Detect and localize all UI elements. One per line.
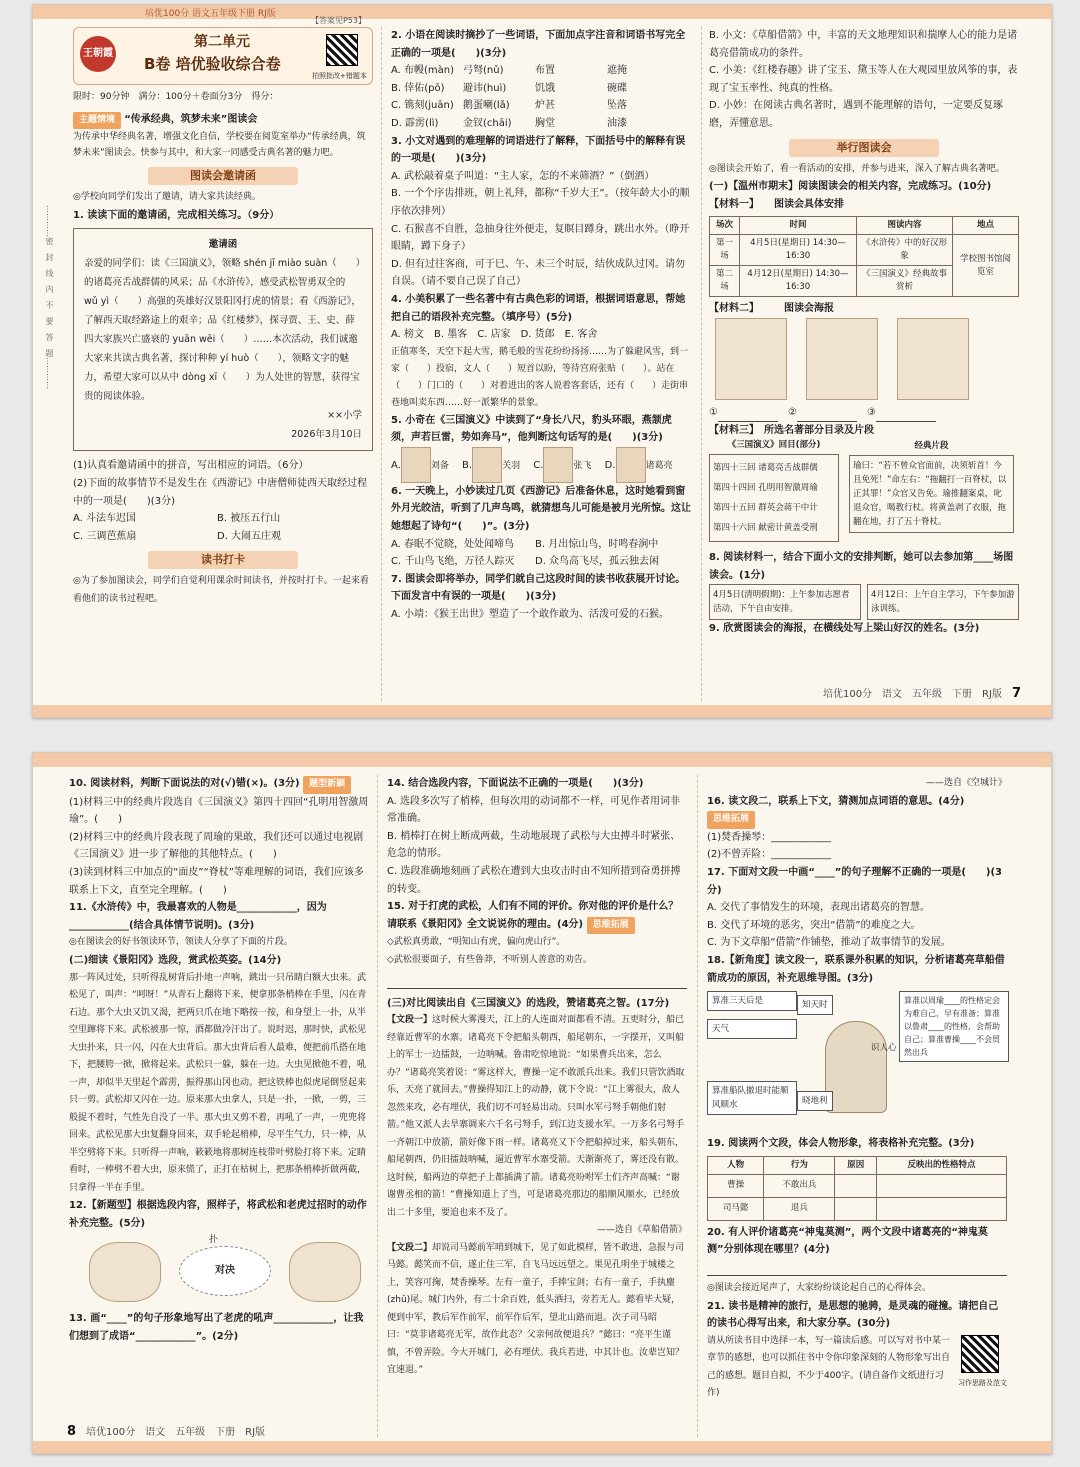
zhuge-liang-figure	[825, 1021, 887, 1113]
q14-option-b[interactable]: B. 梢棒打在树上断成两截，生动地展现了武松与大虫搏斗时紧张、危急的情形。	[387, 830, 681, 860]
page8-column-3	[707, 775, 1007, 1435]
col-person: 人物	[708, 1156, 764, 1174]
guan-yu-figure	[472, 447, 502, 483]
toc-title: 《三国演义》回目(部分)	[727, 440, 821, 451]
material-2-title: 图读会海报	[784, 303, 834, 315]
q16-text: 16. 读文段二，联系上下文，猜测加点词语的意思。(4分)	[707, 795, 965, 807]
answer-reference: 【答案见P53】	[310, 16, 366, 25]
q2-c-1: C. 镌刻(juān)	[391, 100, 454, 112]
text-1	[387, 1012, 687, 1222]
cell-place: 学校图书馆阅览室	[953, 235, 1019, 297]
question-13: 13. 画“____”的句子形象地写出了老虎的吼声____________，让我们想到了成语“____________”。(2分)	[69, 1313, 364, 1342]
q10-tag: 题型新颖	[303, 776, 351, 794]
invitation-date: 2026年3月10日	[291, 429, 362, 441]
page8-column-2	[387, 775, 687, 1435]
poster-3-number: ③	[866, 406, 876, 418]
question-5: 5. 小奇在《三国演义》中读到了“身长八尺，豹头环眼，燕颔虎须，声若巨雷，势如奔马”，他判断这句话写的是( )(3分)	[391, 414, 672, 444]
q6-c[interactable]: C. 千山鸟飞绝，万径人踪灭	[391, 556, 515, 568]
zhang-fei-figure	[543, 447, 573, 483]
section-invitation: 图读会邀请函	[148, 167, 298, 185]
page7-column-3	[709, 27, 1019, 697]
q21-body-wrap	[707, 1333, 1007, 1403]
q4-word-a: A. 榜文	[391, 329, 425, 341]
col-time: 时间	[739, 217, 856, 235]
toc-item: 第四十六回 献密计黄盖受刑	[713, 523, 818, 534]
q8-schedule	[709, 584, 1019, 620]
part-3-heading: (三)对比阅读出自《三国演义》的选段，赞诸葛亮之智。(17分)	[387, 997, 670, 1009]
cell: 曹操	[708, 1174, 764, 1197]
cell-blank[interactable]	[835, 1174, 877, 1197]
mindmap-box-people: 算准以周瑜____的性格定会为难自己，早有准备；算准以鲁肃____的性格，会帮助自己；算准曹操____不会贸然出兵	[899, 991, 1009, 1062]
q2-d-4: 油漆	[607, 117, 627, 129]
excerpt-text: 瑜曰：“若不曾众官面前，决须斩首！今且免死！”命左右：“拖翻打一百脊杖，以正其罪！”众官又告免。瑜推翻案桌，叱退众官，喝教行杖。将黄盖剥了衣服，拖翻在地，打了五十脊杖。	[849, 455, 1014, 533]
q6-b[interactable]: B. 月出惊山鸟，时鸣春涧中	[535, 538, 659, 550]
col-place: 地点	[953, 217, 1019, 235]
question-10	[69, 775, 369, 794]
wu-song-image	[289, 1242, 361, 1302]
cell: 第二场	[710, 266, 740, 297]
q14-option-c[interactable]: C. 选段准确地刻画了武松在遭到大虫攻击时由不知所措到奋勇拼搏的转变。	[387, 865, 681, 895]
pounce-label: 扑	[209, 1235, 219, 1246]
binding-margin: …………密 封 线 内 不 要 答 题…………	[45, 205, 54, 389]
cell: 《三国演义》经典故事赏析	[857, 266, 953, 297]
text-2-label: 【文段二】	[387, 1242, 433, 1253]
q7-option-c[interactable]: C. 小美：《红楼春趣》讲了宝玉、黛玉等人在大观园里放风筝的事，表现了宝玉率性、纯真的性格。	[709, 65, 1018, 94]
qr-code-icon[interactable]	[961, 1335, 999, 1373]
choice-b[interactable]: B. 被压五行山	[217, 513, 281, 525]
q17-option-b[interactable]: B. 交代了环境的恶劣，突出“借箭”的难度之大。	[707, 919, 921, 931]
page-7	[32, 4, 1052, 718]
column-divider	[381, 27, 382, 701]
invitation-signature: ××小学	[327, 410, 362, 422]
column-divider	[701, 27, 702, 701]
theme-title: “传承经典，筑梦未来”图读会	[124, 113, 258, 125]
poster-3-image	[897, 318, 969, 400]
cell: 司马懿	[708, 1197, 764, 1220]
mindmap-know-people: 识人心	[871, 1043, 897, 1054]
answer-line[interactable]	[876, 411, 936, 422]
q2-b-2: 避讳(huì)	[463, 82, 507, 94]
page-8-header-strip	[33, 753, 1051, 767]
q2-b-3: 饥饿	[535, 82, 555, 94]
cell-blank[interactable]	[835, 1197, 877, 1220]
question-17: 17. 下面对文段一中画“____”的句子理解不正确的一项是( )(3分)	[707, 866, 1003, 896]
table-row	[708, 1197, 1007, 1220]
q4-word-b: B. 墨客	[434, 329, 468, 341]
answer-line[interactable]	[707, 1259, 1007, 1276]
paper-title-box	[73, 16, 373, 85]
choice-a[interactable]: A. 斗法车迟国	[73, 513, 137, 525]
q16-tag: 思维拓展	[707, 811, 755, 829]
exam-meta: 限时：90分钟 满分：100分＋卷面分3分 得分：	[73, 92, 279, 102]
q17-option-a[interactable]: A. 交代了事情发生的环境，表现出诸葛亮的智慧。	[707, 902, 931, 914]
col-trait: 反映出的性格特点	[877, 1156, 1007, 1174]
q21-body: 请从所读书目中选择一本，写一篇读后感。可以写对书中某一章节的感想，也可以抓住书中令你印象深刻的人物形象写出自己的感想。题目自拟，不少于400字。(请自备作文纸进行习作)	[707, 1335, 951, 1399]
q10-item-3: (3)读到材料三中加点的“面皮”“脊杖”等难理解的词语，我们应该多联系上下文，直至完全理解。( )	[69, 866, 364, 896]
question-20: 20. 有人评价诸葛亮“神鬼莫测”，两个文段中诸葛亮的“神鬼莫测”分别体现在哪里？(4分)	[707, 1226, 988, 1256]
page7-column-2	[391, 27, 691, 697]
cell: 不敢出兵	[764, 1174, 835, 1197]
section-note: ◎图读会开始了，看一看活动的安排，并参与进来，深入了解古典名著吧。	[709, 163, 1005, 174]
question-16	[707, 793, 1007, 829]
q14-option-a[interactable]: A. 选段多次写了梢棒，但每次用的动词都不一样，可见作者用词非常准确。	[387, 795, 681, 825]
question-14: 14. 结合选段内容，下面说法不正确的一项是( )(3分)	[387, 778, 644, 789]
mindmap-know-terrain: 晓地利	[797, 1091, 833, 1111]
q7-option-d[interactable]: D. 小妙：在阅读古典名著时，遇到不能理解的语句，一定要反复琢磨，弄懂意思。	[709, 100, 1004, 129]
q5-b[interactable]: B.	[462, 459, 473, 471]
q10-item-2: (2)材料三中的经典片段表现了周瑜的果敢，我们还可以通过电视剧《三国演义》进一步了解他的其他特点。( )	[69, 831, 364, 861]
q5-a[interactable]: A.	[391, 459, 401, 471]
theme-intro: 为传承中华经典名著，增强文化自信，学校要在阅览室举办“传承经典，筑梦未来”图读会。快参与其中，和大家一同感受古典名著的魅力吧。	[73, 132, 366, 159]
character-table	[707, 1156, 1007, 1221]
q2-a-1: A. 布幔(màn)	[391, 65, 455, 77]
cell: 4月12日(星期日) 14:30—16:30	[739, 266, 856, 297]
duel-bubble	[179, 1246, 271, 1296]
material-2-label: 【材料二】	[709, 303, 754, 315]
col-reason: 原因	[835, 1156, 877, 1174]
q15-hint-2: ◇武松很要面子，有些鲁莽，不听别人善意的劝告。	[387, 954, 592, 965]
section-note: ◎学校向同学们发出了邀请，请大家共读经典。	[73, 192, 261, 203]
q2-b-1: B. 倖佑(pō)	[391, 82, 445, 94]
column-divider	[377, 775, 378, 1437]
text-2-source: ——选自《空城计》	[925, 778, 1007, 788]
cell: 《水浒传》中的好汉形象	[857, 235, 953, 266]
q6-a[interactable]: A. 春眠不觉晓，处处闻啼鸟	[391, 538, 515, 550]
zhuge-liang-figure	[616, 447, 646, 483]
page-number: 7	[1011, 686, 1021, 701]
poster-2-number: ②	[787, 406, 797, 418]
q8-schedule-b: 4月12日：上午自主学习，下午参加游泳训练。	[867, 584, 1019, 620]
excerpt-block	[849, 439, 1014, 533]
material-1-label: 【材料一】	[709, 198, 754, 210]
paper-title: B卷 培优验收综合卷	[144, 55, 281, 73]
page7-column-1	[73, 16, 373, 697]
section-note: ◎为了参加图读会，同学们自觉利用课余时间读书，并按时打卡。一起来看看他们的读书过程吧。	[73, 576, 369, 604]
choice-d[interactable]: D. 大闹五庄观	[217, 530, 282, 542]
q6-d[interactable]: D. 众鸟高飞尽，孤云独去闲	[535, 556, 660, 568]
mindmap-box-weather: 算准三天后是	[707, 991, 797, 1011]
invitation-body: 亲爱的同学们：读《三国演义》，领略 shén jī miào suàn（ ）的诸葛亮舌战群儒的风采；品《水浒传》，感受武松智勇双全的 wǔ yì（ ）高强的英雄好汉景阳冈打虎的情景；看《西游记》，了解西天取经路途上的艰辛；品《红楼梦》，探寻贾、王、史、薛四大家族兴亡盛衰的 yuān wēi（ ）……本次活动，我们诚邀大家来共读古典名著，探讨种种 yí huò（ ），领略文字的魅力，希望大家可以从中 dòng xī（ ）为人处世的智慧，获得宝贵的阅读体验。	[84, 258, 361, 403]
question-7: 7. 图读会即将举办，同学们就自己这段时间的读书收获展开讨论。下面发言中有误的一项是( )(3分)	[391, 573, 686, 603]
question-1: 1. 读读下面的邀请函，完成相关练习。（9分）	[73, 209, 280, 221]
qr-caption: 拍照批改+错题本	[312, 72, 367, 80]
material-1-title: 图读会具体安排	[774, 198, 844, 210]
liu-bei-figure	[401, 447, 431, 483]
fight-illustration	[69, 1236, 369, 1306]
q5-a-name: 刘备	[430, 460, 449, 471]
col-action: 行为	[764, 1156, 835, 1174]
toc-item: 第四十五回 群英会蒋干中计	[713, 503, 818, 514]
q2-c-2: 鹅蛋喇(lǎ)	[463, 100, 510, 112]
invitation-title: 邀请函	[208, 239, 238, 251]
q8-schedule-a: 4月5日(清明假期)：上午参加志愿者活动，下午自由安排。	[709, 584, 861, 620]
q2-a-2: 弓弩(nǔ)	[463, 65, 504, 77]
passage-jingyanggang: 那一阵风过处，只听得乱树背后扑地一声响，跳出一只吊睛白额大虫来。武松见了，叫声：“呵呀！”从青石上翻将下来，便拿那条梢棒在手里，闪在青石边。那个大虫又饥又渴，把两只爪在地下略按一按，和身望上一扑，从半空里蹿将下来。武松被那一惊，酒都做冷汗出了。说时迟，那时快，武松见大虫扑来，只一闪，闪在大虫背后。那大虫背后看人最难，便把前爪搭在地下，把腰胯一掀，掀将起来。武松只一躲，躲在一边。大虫见掀他不着，吼一声，却似半天里起个霹雳，振得那山冈也动。把这铁棒也似虎尾倒竖起来只一剪。武松却又闪在一边。原来那大虫拿人，只是一扑，一掀，一剪，三般捉不着时，气性先自没了一半。那大虫又剪不着，再吼了一声，一兜兜将回来。武松见那大虫复翻身回来，双手轮起梢棒，尽平生气力，只一棒，从半空劈将下来。只听得一声响，簌簌地将那树连枝带叶劈脸打将下来。定睛看时，一棒劈不着大虫，原来慌了，正打在枯树上，把那条梢棒折做两截，只拿得一半在手里。	[69, 972, 367, 1193]
question-3: 3. 小文对遇到的难理解的词语进行了解释，下面括号中的解释有误的一项是( )(3分)	[391, 135, 686, 165]
page-number: 8	[67, 1424, 77, 1439]
answer-line[interactable]	[387, 970, 687, 989]
question-6: 6. 一天晚上，小妙读过几页《西游记》后准备休息，这时她看到窗外月光皎洁，听到了几声鸟鸣，就猜想鸟儿可能是被月光所惊。这让她想起了诗句“( )”。(3分)	[391, 485, 691, 533]
question-9: 9. 欣赏图读会的海报，在横线处写上梁山好汉的姓名。(3分)	[709, 623, 980, 635]
choice-c[interactable]: C. 三调芭蕉扇	[73, 530, 137, 542]
part-2-heading: (二)细读《景阳冈》选段，赏武松英姿。(14分)	[69, 954, 282, 966]
qr2-caption: 习作思路及范文	[958, 1378, 1007, 1387]
column-divider	[697, 775, 698, 1437]
q15-hint-1: ◇武松真勇敢，“明知山有虎，偏向虎山行”。	[387, 937, 566, 948]
text-1-label: 【文段一】	[387, 1015, 433, 1026]
q2-b-4: 碗碟	[607, 82, 627, 94]
excerpt-title: 经典片段	[914, 441, 949, 452]
q2-d-3: 胸堂	[535, 117, 555, 129]
schedule-table	[709, 216, 1019, 297]
question-2: 2. 小语在阅读时摘抄了一些词语，下面加点字注音和词语书写完全正确的一项是( )(3分)	[391, 30, 686, 59]
poster-2-image	[806, 318, 878, 400]
page-8	[32, 752, 1052, 1454]
section-reading-checkin: 读书打卡	[148, 551, 298, 569]
material-3-title: 所选名著部分目录及片段	[764, 424, 874, 436]
text-2-body: 却说司马懿前军哨到城下，见了如此模样，皆不敢进，急报与司马懿。懿笑而不信，遂止住三军，自飞马远远望之。果见孔明坐于城楼之上，笑容可掬，焚香操琴。左有一童子，手捧宝剑；右有一童子，手执麈(zhǔ)尾。城门内外，有二十余百姓，低头洒扫，旁若无人。懿看毕大疑，便到中军，教后军作前军，前军作后军，望北山路而退。次子司马昭曰：“莫非诸葛亮无军，故作此态？父亲何故便退兵？”懿曰：“亮平生谨慎，不曾弄险。今大开城门，必有埋伏。我兵若进，中其计也。汝辈岂知？宜速退。”	[387, 1242, 685, 1376]
question-8: 8. 阅读材料一，结合下面小文的安排判断，她可以去参加第____场图读会。(1分)	[709, 552, 1014, 581]
text-1-source: ——选自《草船借箭》	[596, 1225, 687, 1236]
q2-d-1: D. 霹雳(lì)	[391, 117, 439, 129]
footer-text: 培优100分 语文 五年级 下册 RJ版	[86, 1427, 266, 1438]
question-19: 19. 阅读两个文段，体会人物形象，将表格补充完整。(3分)	[707, 1138, 975, 1150]
page-8-bottom-strip	[33, 1441, 1051, 1453]
qr-code-icon[interactable]	[326, 34, 358, 66]
mindmap-box-weather-2: 天气	[707, 1019, 797, 1039]
q16-item-1: (1)焚香操琴：____________	[707, 831, 832, 843]
page-7-bottom-strip	[33, 705, 1051, 717]
q10-item-1: (1)材料三中的经典片段选自《三国演义》第四十四回“孔明用智激周瑜”。( )	[69, 796, 369, 826]
invitation-letter	[73, 228, 373, 451]
poster-1-number: ①	[709, 406, 718, 418]
q15-tag: 思维拓展	[587, 917, 635, 935]
material-3-label: 【材料三】	[709, 424, 754, 436]
mindmap-know-timing: 知天时	[797, 995, 833, 1015]
text-2	[387, 1240, 687, 1380]
unit-title: 第二单元	[194, 34, 250, 50]
footer-text: 培优100分 语文 五年级 下册 RJ版	[822, 689, 1002, 700]
question-11: 11.《水浒传》中，我最喜欢的人物是____________，因为____________(结合具体情节说明)。(3分)	[69, 902, 327, 931]
table-row	[708, 1174, 1007, 1197]
question-15	[387, 898, 687, 934]
q7-option-a[interactable]: A. 小靖：《猴王出世》塑造了一个敢作敢为、活泼可爱的石猴。	[391, 609, 670, 621]
cell-blank[interactable]	[877, 1197, 1007, 1220]
q5-b-name: 关羽	[502, 460, 521, 471]
section-hold-reading: 举行图读会	[789, 139, 939, 157]
page-7-footer	[823, 685, 1021, 701]
cell-blank[interactable]	[877, 1174, 1007, 1197]
q2-a-4: 遮掩	[607, 65, 627, 77]
theme-tag: 主题情境	[73, 112, 121, 130]
q2-c-3: 炉甚	[535, 100, 555, 112]
q5-d-name: 诸葛亮	[645, 460, 673, 471]
q16-item-2: (2)不曾弄险：____________	[707, 849, 832, 861]
table-row	[710, 235, 1019, 266]
q5-c-name: 张飞	[573, 460, 592, 471]
q3-option-d[interactable]: D. 但有过往客商，可于巳、午、未三个时辰，结伙成队过冈。请勿自误。（请不要自己误了自己）	[391, 258, 686, 288]
q7-option-b[interactable]: B. 小文：《草船借箭》中，丰富的天文地理知识和揣摩人心的能力是诸葛亮借箭成功的条件。	[709, 30, 1018, 59]
page-7-header-strip	[33, 5, 1051, 19]
poster-1-image	[715, 318, 787, 400]
cell: 退兵	[764, 1197, 835, 1220]
section-note: ◎在图读会的好书领读环节，领读人分享了下面的片段。	[69, 937, 293, 948]
q4-paragraph: 正值寒冬，天空下起大雪，鹅毛般的雪花纷纷扬扬……为了躲避风雪，到一家（ ）投宿，文人（ ）短首以盼，等待宫府张贴（ ）。站在（ ）门口的（ ）对着进出的客人说着客套话，还有（ ）走街串巷地叫卖东西……好一派繁华的景象。	[391, 346, 689, 408]
section-note: ◎图读会接近尾声了，大家纷纷谈论起自己的心得体会。	[707, 1282, 931, 1293]
answer-line[interactable]	[718, 411, 778, 422]
col-session: 场次	[710, 217, 740, 235]
cell: 4月5日(星期日) 14:30—16:30	[739, 235, 856, 266]
question-18: 18.【新角度】读文段一，联系课外积累的知识，分析诸葛亮草船借箭成功的原因，补充思维导图。(3分)	[707, 954, 1005, 984]
question-21: 21. 读书是精神的旅行，是思想的驰骋，是灵魂的碰撞。请把自己的读书心得写出来，和大家分享。(30分)	[707, 1300, 999, 1330]
poster-row	[709, 318, 1019, 404]
question-1-2: (2)下面的故事情节不是发生在《西游记》中唐僧师徒西天取经过程中的一项是( )(3分)	[73, 477, 368, 507]
brand-logo: 王朝霞	[80, 36, 116, 72]
header-strip-text: 培优100分 语文五年级下册 RJ版	[145, 9, 276, 19]
q10-text: 10. 阅读材料，判断下面说法的对(√)错(×)。(3分)	[69, 778, 300, 789]
q4-word-d: D. 货郎	[520, 329, 555, 341]
mindmap-box-terrain: 算准船队撤退时能顺风顺水	[707, 1081, 797, 1115]
part-1-heading: (一)【温州市期末】阅读图读会的相关内容，完成练习。(10分)	[709, 181, 992, 193]
q3-option-a[interactable]: A. 武松敲着桌子叫道：“主人家，怎的不来筛酒？”（倒酒）	[391, 170, 655, 182]
toc-block	[709, 439, 839, 542]
q4-word-c: C. 店家	[477, 329, 511, 341]
duel-label: 对决	[215, 1265, 235, 1277]
tiger-image	[89, 1242, 161, 1302]
q5-d[interactable]: D.	[604, 459, 616, 471]
mind-map	[707, 991, 1007, 1131]
question-4: 4. 小美积累了一些名著中有古典色彩的词语，根据词语意思，帮她把自己的语段补充完整。（填序号）(5分)	[391, 293, 686, 323]
toc-item: 第四十三回 诸葛亮舌战群儒	[713, 463, 818, 474]
cell: 第一场	[710, 235, 740, 266]
q5-c[interactable]: C.	[533, 459, 544, 471]
text-1-body: 这时候大雾漫天，江上的人连面对面都看不清。五更时分，船已经靠近曹军的水寨。诸葛亮下令把船头朝西，船尾朝东，一字摆开，又叫船上的军士一边擂鼓，一边呐喊。鲁肃吃惊地说：“如果曹兵出来，怎么办？”诸葛亮笑着说：“雾这样大，曹操一定不敢派兵出来。我们只管饮酒取乐，天亮了就回去。”曹操得知江上的动静，就下令说：“江上雾很大，敌人忽然来攻，必有埋伏，我们切不可轻易出动。只叫水军弓弩手朝他们射箭。”他又派人去旱寨调来六千名弓弩手，到江边支援水军。一万多名弓弩手一齐朝江中放箭，箭好像下雨一样。诸葛亮又下令把船掉过来，船头朝东，船尾朝西，仍旧擂鼓呐喊，逼近曹军水寨受箭。天渐渐亮了，雾还没有散。这时候，船两边的草把子上都插满了箭。诸葛亮吩咐军士们齐声高喊：“谢谢曹丞相的箭！”曹操知道上了当，可是诸葛亮那边的船顺风顺水，已经放出二十多里，要追也来不及了。	[387, 1015, 685, 1218]
q2-c-4: 坠落	[607, 100, 627, 112]
q3-option-b[interactable]: B. 一个个序齿排班，朝上礼拜，都称“千岁大王”。（按年龄大小的顺序依次排列）	[391, 188, 690, 217]
q2-a-3: 布置	[535, 65, 555, 77]
q3-option-c[interactable]: C. 石猴喜不自胜，急抽身往外便走，复瞑目蹲身，跳出水外。（睁开眼睛，蹲下身子）	[391, 223, 690, 253]
col-content: 图读内容	[857, 217, 953, 235]
q17-option-c[interactable]: C. 为下文草船“借箭”作铺垫，推动了故事情节的发展。	[707, 937, 951, 949]
question-12: 12.【新题型】根据选段内容，照样子，将武松和老虎过招时的动作补充完整。(5分)	[69, 1200, 367, 1229]
page-8-footer	[67, 1423, 265, 1439]
page8-column-1	[69, 775, 369, 1435]
q2-d-2: 金钗(chāi)	[463, 117, 512, 129]
answer-line[interactable]	[797, 411, 857, 422]
material-3-content	[709, 439, 1019, 549]
question-1-1: (1)认真看邀请函中的拼音，写出相应的词语。（6分）	[73, 460, 309, 472]
toc-item: 第四十四回 孔明用智激周瑜	[713, 483, 818, 494]
q4-word-e: E. 客舍	[564, 329, 598, 341]
q15-text: 15. 对于打虎的武松，人们有不同的评价。你对他的评价是什么？请联系《景阳冈》全文说说你的理由。(4分)	[387, 901, 679, 930]
